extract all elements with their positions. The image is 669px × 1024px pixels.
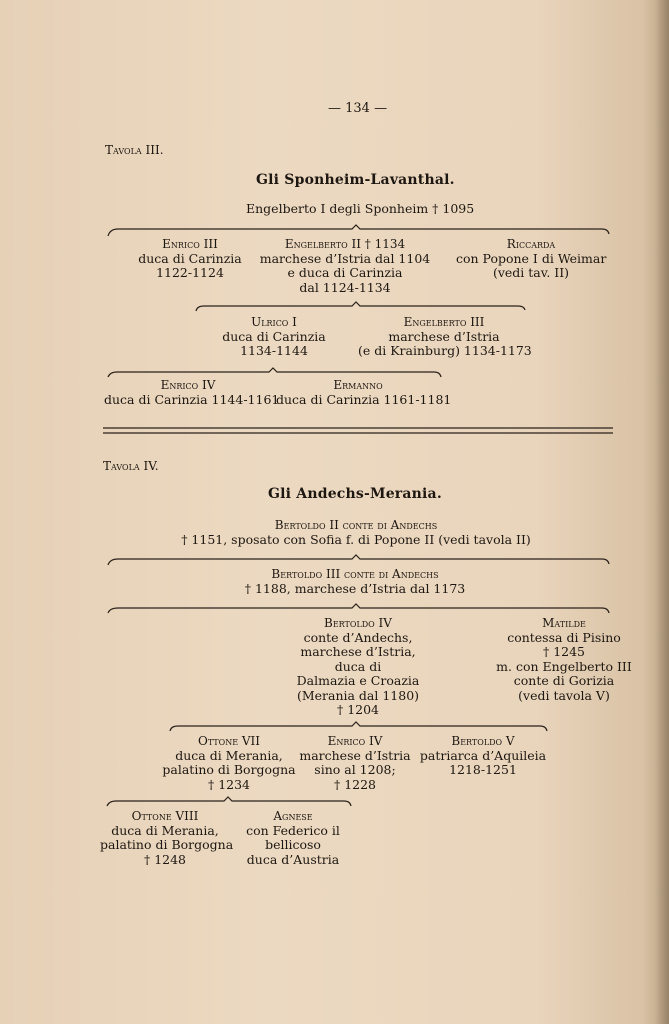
person-title: marchese d’Istria (388, 328, 500, 344)
person-dates: (e di Krainburg) 1134-1173 (358, 343, 532, 358)
person-title: e duca di Carinzia (287, 265, 403, 280)
person-name: Enrico III (162, 237, 218, 251)
person-dates: † 1151, sposato con Sofia f. di Popone II (vedi tavola II) (181, 531, 531, 547)
person-title: Dalmazia e Croazia (296, 673, 420, 688)
person-dates: 1134-1144 (240, 343, 308, 358)
person-name: Ottone VII (197, 734, 261, 748)
bracket-t4-gen4 (170, 722, 547, 731)
bracket-t3-gen2 (108, 225, 609, 236)
t4-bertoldo-ii (170, 518, 542, 547)
double-rule-separator (103, 428, 613, 433)
person-name: Enrico IV (160, 378, 216, 392)
person-title: duca di Carinzia (138, 250, 242, 266)
person-dates: 1218-1251 (449, 762, 517, 777)
person-spouse: bellicoso (265, 837, 321, 852)
person-title: patriarca d’Aquileia (419, 747, 547, 763)
person-title: palatino di Borgogna (162, 762, 296, 777)
t3-engelberto-ii (248, 237, 442, 295)
bracket-t4-gen3 (108, 604, 609, 613)
person-name: Bertoldo IV (324, 616, 392, 630)
person-title: duca d’Austria (246, 851, 340, 867)
t4-bertoldo-iv (290, 616, 426, 718)
person-title: duca di (334, 658, 382, 674)
person-name: Enrico IV (327, 734, 383, 748)
person-title: palatino di Borgogna (100, 837, 234, 852)
person-title: sino al 1208; (314, 762, 396, 777)
bracket-t4-gen5 (107, 797, 351, 806)
table3-label: Tavola III. (105, 143, 164, 157)
t3-enrico-iii (130, 237, 250, 281)
person-title: duca di Merania, (111, 822, 219, 838)
person-name: Engelberto III (403, 315, 485, 329)
person-name: Bertoldo II conte di Andechs (274, 518, 438, 532)
t3-ulrico-i (214, 315, 334, 359)
t3-riccarda (456, 237, 606, 281)
table4-title: Gli Andechs-Merania. (268, 486, 442, 502)
person-dates: † 1188, marchese d’Istria dal 1173 (244, 580, 466, 596)
t4-bertoldo-v (418, 734, 548, 778)
bracket-t3-gen3 (196, 302, 525, 311)
person-dates: † 1248 (143, 851, 187, 867)
cross-reference: (vedi tav. II) (492, 265, 570, 280)
person-name: Bertoldo V (451, 734, 515, 748)
t4-enrico-iv (296, 734, 414, 792)
person-title: duca di Carinzia 1161-1181 (276, 391, 452, 407)
page-number: — 134 — (328, 101, 388, 116)
person-title: duca di Merania, (175, 747, 283, 763)
table3-title: Gli Sponheim-Lavanthal. (256, 172, 455, 188)
t3-engelberto-iii (358, 315, 530, 359)
person-spouse: m. con Engelberto III (496, 658, 632, 674)
person-name: Agnese (273, 809, 313, 823)
person-name: Ottone VIII (131, 809, 199, 823)
person-dates: † 1234 (207, 776, 251, 792)
t4-ottone-vii (162, 734, 296, 792)
person-title: contessa di Pisino (507, 629, 621, 645)
table4-label: Tavola IV. (103, 459, 159, 473)
person-title: marchese d’Istria dal 1104 (259, 250, 431, 266)
person-title: conte di Gorizia (513, 673, 615, 688)
person-dates: † 1245 (542, 644, 586, 659)
person-title: con Popone I di Weimar (456, 250, 607, 266)
table3-root: Engelberto I degli Sponheim † 1095 (246, 201, 475, 216)
person-title: conte d’Andechs, (303, 629, 413, 645)
person-title: duca di Carinzia (222, 328, 326, 344)
person-dates: † 1228 (333, 776, 377, 792)
person-name: Matilde (542, 616, 586, 630)
t4-bertoldo-iii (232, 567, 478, 596)
person-name: Bertoldo III conte di Andechs (271, 567, 439, 581)
person-name: Riccarda (506, 237, 556, 251)
person-dates: † 1204 (336, 702, 380, 717)
t4-ottone-viii (100, 809, 234, 867)
person-dates: dal 1124-1134 (299, 279, 391, 295)
person-title: marchese d’Istria (299, 747, 411, 763)
person-name: Ermanno (333, 378, 383, 392)
bracket-t3-gen4 (108, 368, 441, 377)
t4-agnese (238, 809, 348, 867)
person-title: (Merania dal 1180) (296, 687, 420, 703)
bracket-t4-gen2 (108, 555, 609, 565)
person-name: Engelberto II † 1134 (284, 237, 406, 251)
t3-ermanno (276, 378, 452, 407)
person-title: marchese d’Istria, (300, 644, 416, 659)
person-spouse: con Federico il (246, 822, 340, 838)
person-dates: 1122-1124 (156, 265, 224, 280)
person-name: Ulrico I (251, 315, 297, 329)
t4-matilde (476, 616, 652, 703)
t3-enrico-iv (104, 378, 280, 407)
cross-reference: (vedi tavola V) (518, 687, 610, 703)
person-title: duca di Carinzia 1144-1161 (104, 391, 280, 407)
